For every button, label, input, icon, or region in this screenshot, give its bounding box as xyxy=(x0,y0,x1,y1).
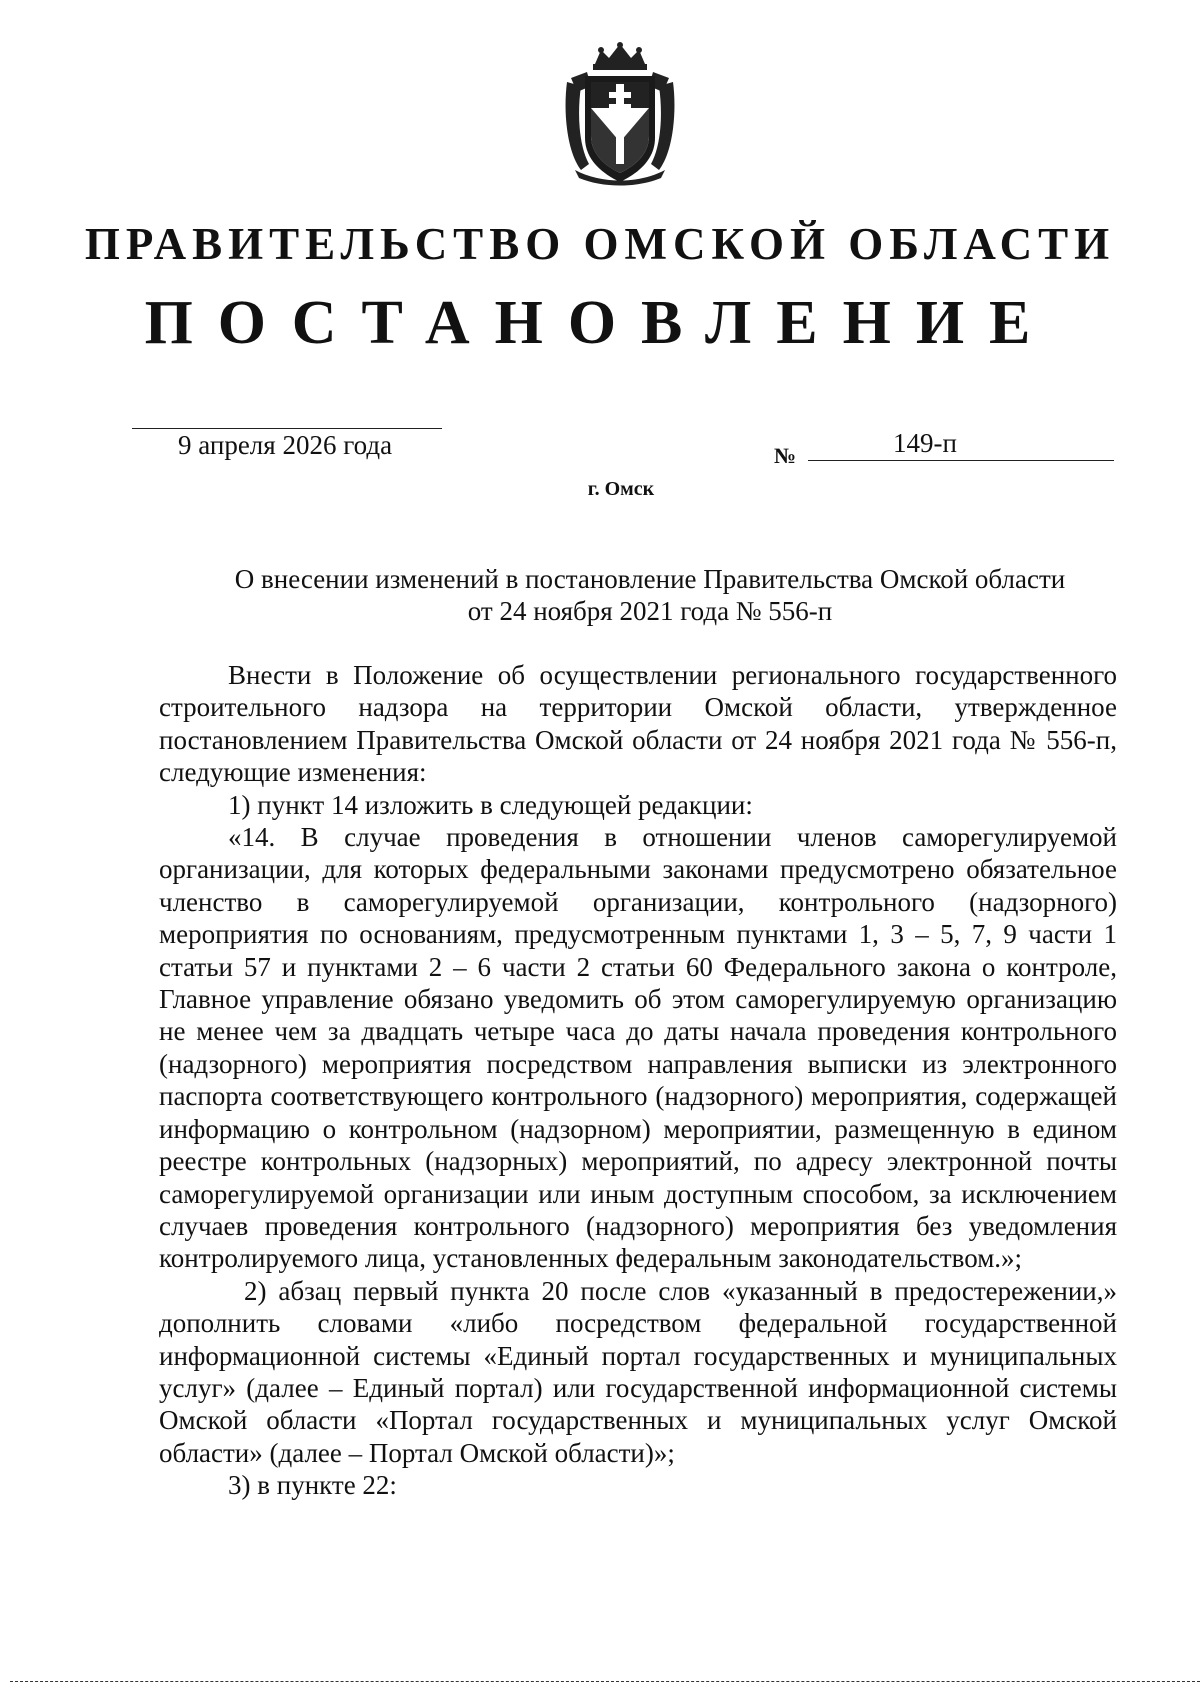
number-sign: № xyxy=(774,443,797,468)
page-bottom-divider xyxy=(10,1681,1200,1682)
body-paragraph: «14. В случае проведения в отношении членов саморегулируемой организации, для которых федеральными законами предусмотрено обязательное членство в саморегулируемой организации, контрольного (надзорного) мероприятия по основаниям, предусмотренным пунктами 1, 3 – 5, 7, 9 части 1 статьи 57 и пунктами 2 – 6 части 2 статьи 60 Федерального закона о контроле, Главное управление обязано уведомить об этом саморегулируемую организацию не менее чем за двадцать четыре часа до даты начала проведения контрольного (надзорного) мероприятия посредством направления выписки из электронного паспорта соответствующего контрольного (надзорного) мероприятия, содержащей информацию о контрольном (надзорном) мероприятии, размещенную в едином реестре контрольных (надзорных) мероприятий, по адресу электронной почты саморегулируемой организации или иным доступным способом, за исключением случаев проведения контрольного (надзорного) мероприятия без уведомления контролируемого лица, установленных федеральным законодательством.»; xyxy=(159,822,1117,1274)
document-number: 149-п xyxy=(893,428,957,458)
number-underline xyxy=(808,460,1114,461)
city-name: г. Омск xyxy=(587,478,655,500)
document-date: 9 апреля 2026 года xyxy=(178,430,393,460)
crown-icon xyxy=(593,42,647,70)
subject-line: от 24 ноября 2021 года № 556-п xyxy=(467,596,833,626)
subject-line: О внесении изменений в постановление Правительства Омской области xyxy=(234,564,1066,594)
government-name: ПРАВИТЕЛЬСТВО ОМСКОЙ ОБЛАСТИ xyxy=(84,219,1116,269)
document-body xyxy=(159,659,1117,1502)
date-underline xyxy=(132,428,442,429)
document-subject xyxy=(0,563,1200,627)
body-paragraph: 1) пункт 14 изложить в следующей редакции: xyxy=(228,789,753,820)
body-paragraph: 3) в пункте 22: xyxy=(228,1470,397,1501)
body-paragraph: 2) абзац первый пункта 20 после слов «указанный в предостережении,» дополнить словами «либо посредством федеральной государственной информационной системы «Единый портал государственных и муниципальных услуг» (далее – Единый портал) или государственной информационной системы Омской области «Портал государственных и муниципальных услуг Омской области» (далее – Портал Омской области)»; xyxy=(159,1275,1117,1468)
body-paragraph: Внести в Положение об осуществлении регионального государственного строительного надзора на территории Омской области, утвержденное постановлением Правительства Омской области от 24 ноября 2021 года № 556-п, следующие изменения: xyxy=(159,660,1117,788)
document-type-title: ПОСТАНОВЛЕНИЕ xyxy=(144,289,1056,357)
coat-of-arms-emblem xyxy=(561,42,679,188)
